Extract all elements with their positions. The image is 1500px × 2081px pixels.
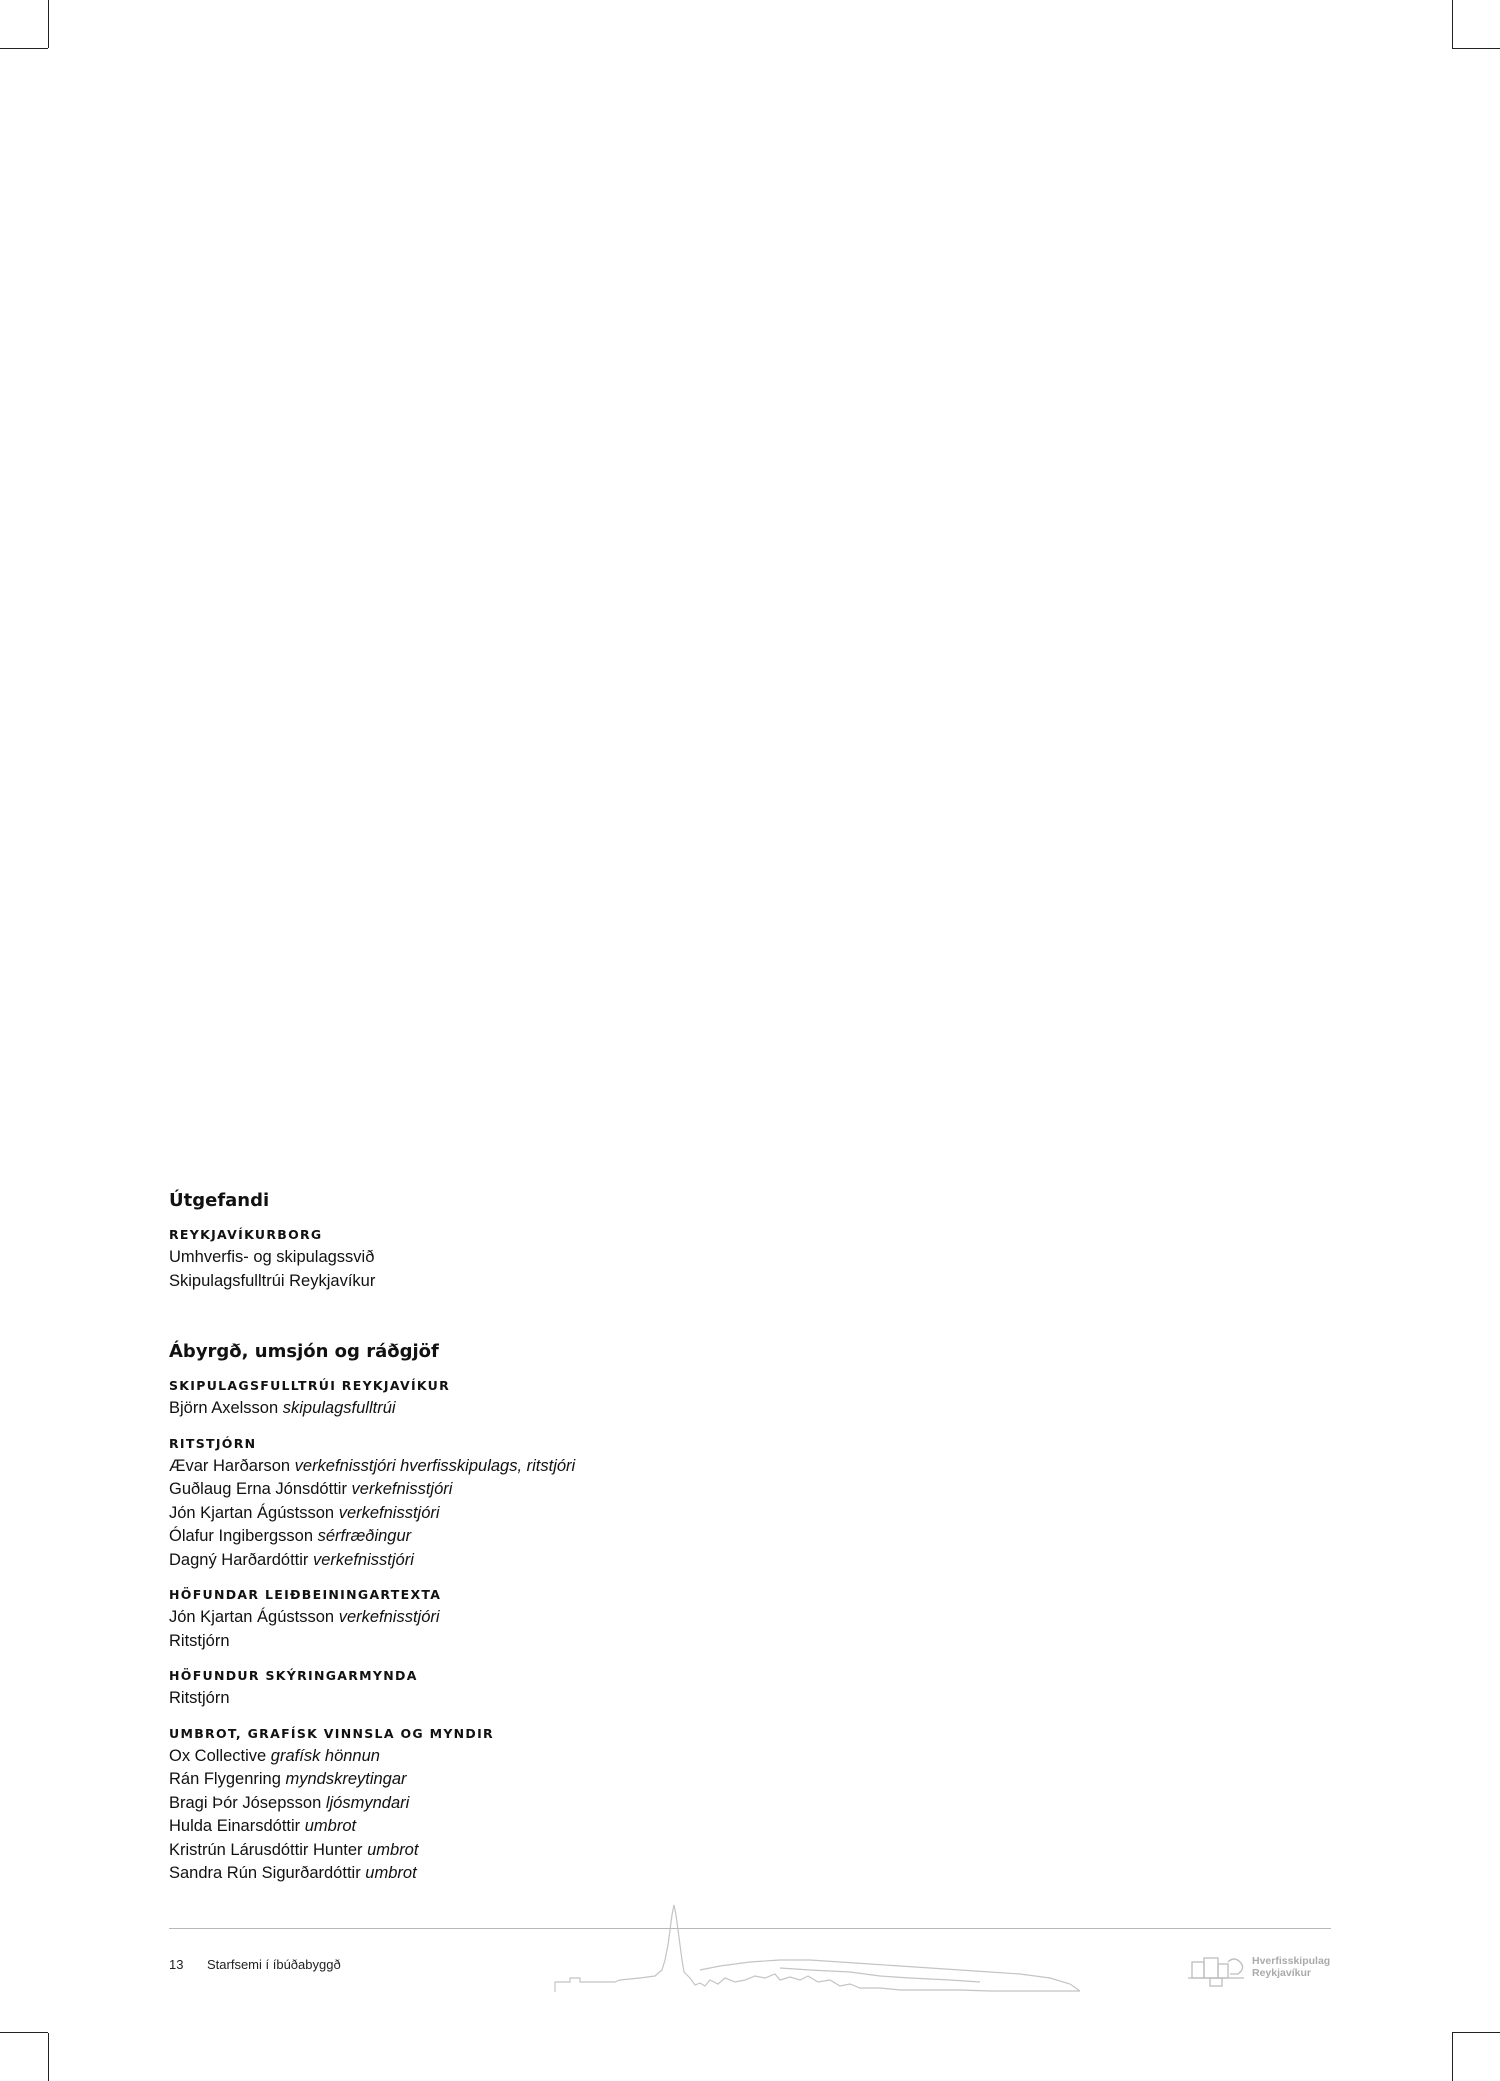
crop-mark-top-left-v: [48, 0, 49, 48]
logo-wordmark: [1252, 1955, 1330, 1979]
credit-line: [169, 1455, 1069, 1479]
credit-line: [169, 1549, 1069, 1573]
crop-mark-bottom-right-v: [1452, 2033, 1453, 2081]
page-number: 13: [169, 1957, 184, 1972]
credit-line: [169, 1792, 1069, 1816]
credit-line: [169, 1687, 1069, 1711]
credit-role: skipulagsfulltrúi: [282, 1399, 396, 1417]
credit-name: Jón Kjartan Ágústsson: [169, 1608, 335, 1626]
credit-name: Rán Flygenring: [169, 1770, 281, 1788]
credit-name: Hulda Einarsdóttir: [169, 1817, 301, 1835]
credit-line: [169, 1478, 1069, 1502]
credit-line: [169, 1862, 1069, 1886]
credit-line: [169, 1525, 1069, 1549]
section-spacer: [169, 1305, 1069, 1339]
credit-role: umbrot: [304, 1817, 357, 1835]
credit-group: [169, 1375, 1069, 1421]
hverfisskipulag-logo-icon: [1186, 1952, 1248, 1988]
credit-name: Bragi Þór Jósepsson: [169, 1793, 322, 1812]
credit-name: Skipulagsfulltrúi Reykjavíkur: [169, 1271, 376, 1290]
credit-name: Guðlaug Erna Jónsdóttir: [169, 1480, 347, 1498]
credit-group: [169, 1723, 1069, 1886]
logo-wordmark-line2: Reykjavíkur: [1252, 1967, 1311, 1979]
credit-line: [169, 1606, 1069, 1630]
credit-name: Ritstjórn: [169, 1689, 230, 1707]
credit-group: [169, 1665, 1069, 1711]
section-title: Útgefandi: [169, 1190, 270, 1211]
credit-role: ljósmyndari: [325, 1793, 410, 1812]
credit-group: [169, 1224, 1069, 1293]
credit-group-heading: RITSTJÓRN: [169, 1435, 257, 1451]
credit-role: myndskreytingar: [285, 1770, 407, 1788]
logo-wordmark-line1: Hverfisskipulag: [1252, 1955, 1331, 1967]
credit-group: [169, 1584, 1069, 1653]
skyline-illustration: [550, 1900, 1130, 1995]
credit-role: sérfræðingur: [317, 1527, 412, 1545]
crop-mark-top-right-v: [1452, 0, 1453, 48]
credit-line: [169, 1246, 1069, 1270]
credit-role: verkefnisstjóri: [338, 1503, 440, 1522]
credit-line: [169, 1270, 1069, 1294]
section-title: Ábyrgð, umsjón og ráðgjöf: [169, 1341, 439, 1362]
crop-mark-top-right-h: [1452, 48, 1500, 49]
credit-role: umbrot: [367, 1840, 419, 1859]
credit-name: Dagný Harðardóttir: [169, 1550, 309, 1569]
credit-role: umbrot: [365, 1864, 417, 1882]
crop-mark-bottom-right-h: [1452, 2032, 1500, 2033]
credit-name: Ritstjórn: [169, 1631, 230, 1650]
credit-role: verkefnisstjóri: [351, 1480, 453, 1498]
credit-name: Sandra Rún Sigurðardóttir: [169, 1864, 361, 1882]
credit-line: [169, 1502, 1069, 1526]
credit-group-heading: SKIPULAGSFULLTRÚI REYKJAVÍKUR: [169, 1378, 451, 1393]
credit-group: [169, 1433, 1069, 1573]
credit-group-heading: UMBROT, GRAFÍSK VINNSLA OG MYNDIR: [169, 1725, 494, 1741]
crop-mark-top-left-h: [0, 48, 48, 49]
credit-line: [169, 1745, 1069, 1769]
credit-line: [169, 1397, 1069, 1421]
credit-name: Umhverfis- og skipulagssvið: [169, 1248, 375, 1266]
credit-name: Kristrún Lárusdóttir Hunter: [169, 1840, 363, 1859]
credit-role: grafísk hönnun: [270, 1746, 380, 1765]
crop-mark-bottom-left-v: [48, 2033, 49, 2081]
credit-role: verkefnisstjóri hverfisskipulags, ritstjóri: [294, 1456, 576, 1475]
credit-line: [169, 1630, 1069, 1654]
credit-name: Ox Collective: [169, 1746, 267, 1765]
credit-line: [169, 1839, 1069, 1863]
credits-block: [169, 1188, 1069, 1898]
credit-line: [169, 1815, 1069, 1839]
credit-group-heading: HÖFUNDAR LEIÐBEININGARTEXTA: [169, 1587, 442, 1602]
credit-role: verkefnisstjóri: [338, 1608, 440, 1626]
credit-group-heading: REYKJAVÍKURBORG: [169, 1227, 323, 1242]
credit-name: Ólafur Ingibergsson: [169, 1527, 313, 1545]
credit-name: Jón Kjartan Ágústsson: [169, 1503, 335, 1522]
credit-role: verkefnisstjóri: [313, 1550, 414, 1569]
credit-line: [169, 1768, 1069, 1792]
credit-name: Björn Axelsson: [169, 1399, 279, 1417]
credit-group-heading: HÖFUNDUR SKÝRINGARMYNDA: [169, 1668, 418, 1683]
credit-name: Ævar Harðarson: [169, 1456, 291, 1475]
crop-mark-bottom-left-h: [0, 2032, 48, 2033]
footer-title: Starfsemi í íbúðabyggð: [207, 1957, 341, 1972]
